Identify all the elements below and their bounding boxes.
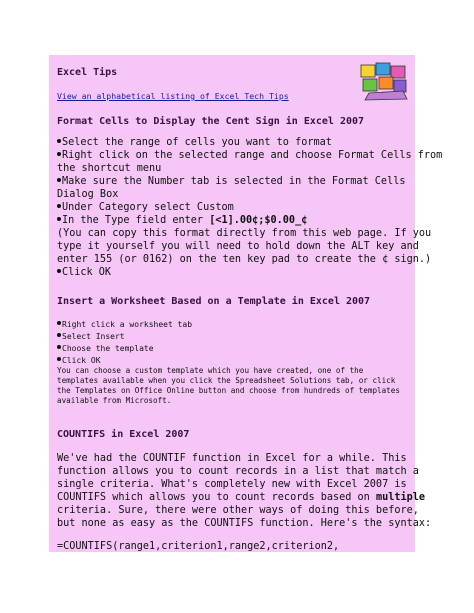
document-page xyxy=(49,55,443,552)
bullet-icon xyxy=(57,345,61,349)
list-item-note: (You can copy this format directly from this web page. If you xyxy=(57,228,432,239)
bullet-icon xyxy=(57,204,61,208)
bullet-icon xyxy=(57,217,61,221)
paragraph-line: function allows you to count records in a list that match a xyxy=(57,466,419,477)
list-item: Click OK xyxy=(57,355,101,366)
computer-clipart-icon xyxy=(359,61,409,101)
bullet-icon xyxy=(57,139,61,143)
paragraph-line: We've had the COUNTIF function in Excel for a while. This xyxy=(57,453,407,464)
tech-tips-link[interactable]: View an alphabetical listing of Excel Tech Tips xyxy=(57,91,289,101)
emphasis-multiple: multiple xyxy=(375,492,426,503)
list-item: Right click a worksheet tab xyxy=(57,319,192,330)
list-item-continued: Dialog Box xyxy=(57,189,119,200)
paragraph-line: but none as easy as the COUNTIFS function. Here's the syntax: xyxy=(57,518,432,529)
list-item-note: enter 155 (or 0162) on the ten key pad to create the ¢ sign.) xyxy=(57,254,432,265)
bullet-icon xyxy=(57,357,61,361)
section-heading-template: Insert a Worksheet Based on a Template in Excel 2007 xyxy=(57,296,371,307)
bullet-icon xyxy=(57,178,61,182)
syntax-line: =COUNTIFS(range1,criterion1,range2,criterion2, xyxy=(57,541,340,552)
bullet-icon xyxy=(57,269,61,273)
section-heading-countifs: COUNTIFS in Excel 2007 xyxy=(57,429,190,440)
paragraph-line: the Templates on Office Online button and choose from hundreds of templates xyxy=(57,386,400,395)
paragraph-line: criteria. Sure, there were other ways of doing this before, xyxy=(57,505,419,516)
paragraph-line: available from Microsoft. xyxy=(57,396,172,405)
list-item: Under Category select Custom xyxy=(57,202,234,215)
list-item: In the Type field enter [<1].00¢;$0.00_¢ xyxy=(57,215,307,228)
paragraph-line: templates available when you click the Spreadsheet Solutions tab, or click xyxy=(57,376,396,385)
bullet-icon xyxy=(57,152,61,156)
list-item: Make sure the Number tab is selected in the Format Cells xyxy=(57,176,405,189)
paragraph-line: single criteria. What's completely new with Excel 2007 is xyxy=(57,479,407,490)
section-heading-cent-sign: Format Cells to Display the Cent Sign in Excel 2007 xyxy=(57,116,365,127)
list-item: Choose the template xyxy=(57,343,154,354)
list-item: Select the range of cells you want to format xyxy=(57,137,332,150)
list-item: Select Insert xyxy=(57,331,125,342)
format-code: [<1].00¢;$0.00_¢ xyxy=(209,215,308,226)
paragraph-line: You can choose a custom template which you have created, one of the xyxy=(57,366,364,375)
bullet-icon xyxy=(57,333,61,337)
paragraph-line: COUNTIFS which allows you to count records based on multiple xyxy=(57,492,426,503)
list-item: Click OK xyxy=(57,267,111,280)
list-item-continued: the shortcut menu xyxy=(57,163,162,174)
list-item: Right click on the selected range and choose Format Cells from xyxy=(57,150,442,163)
bullet-icon xyxy=(57,321,61,325)
page-heading: Excel Tips xyxy=(57,67,118,78)
list-item-note: type it yourself you will need to hold down the ALT key and xyxy=(57,241,419,252)
